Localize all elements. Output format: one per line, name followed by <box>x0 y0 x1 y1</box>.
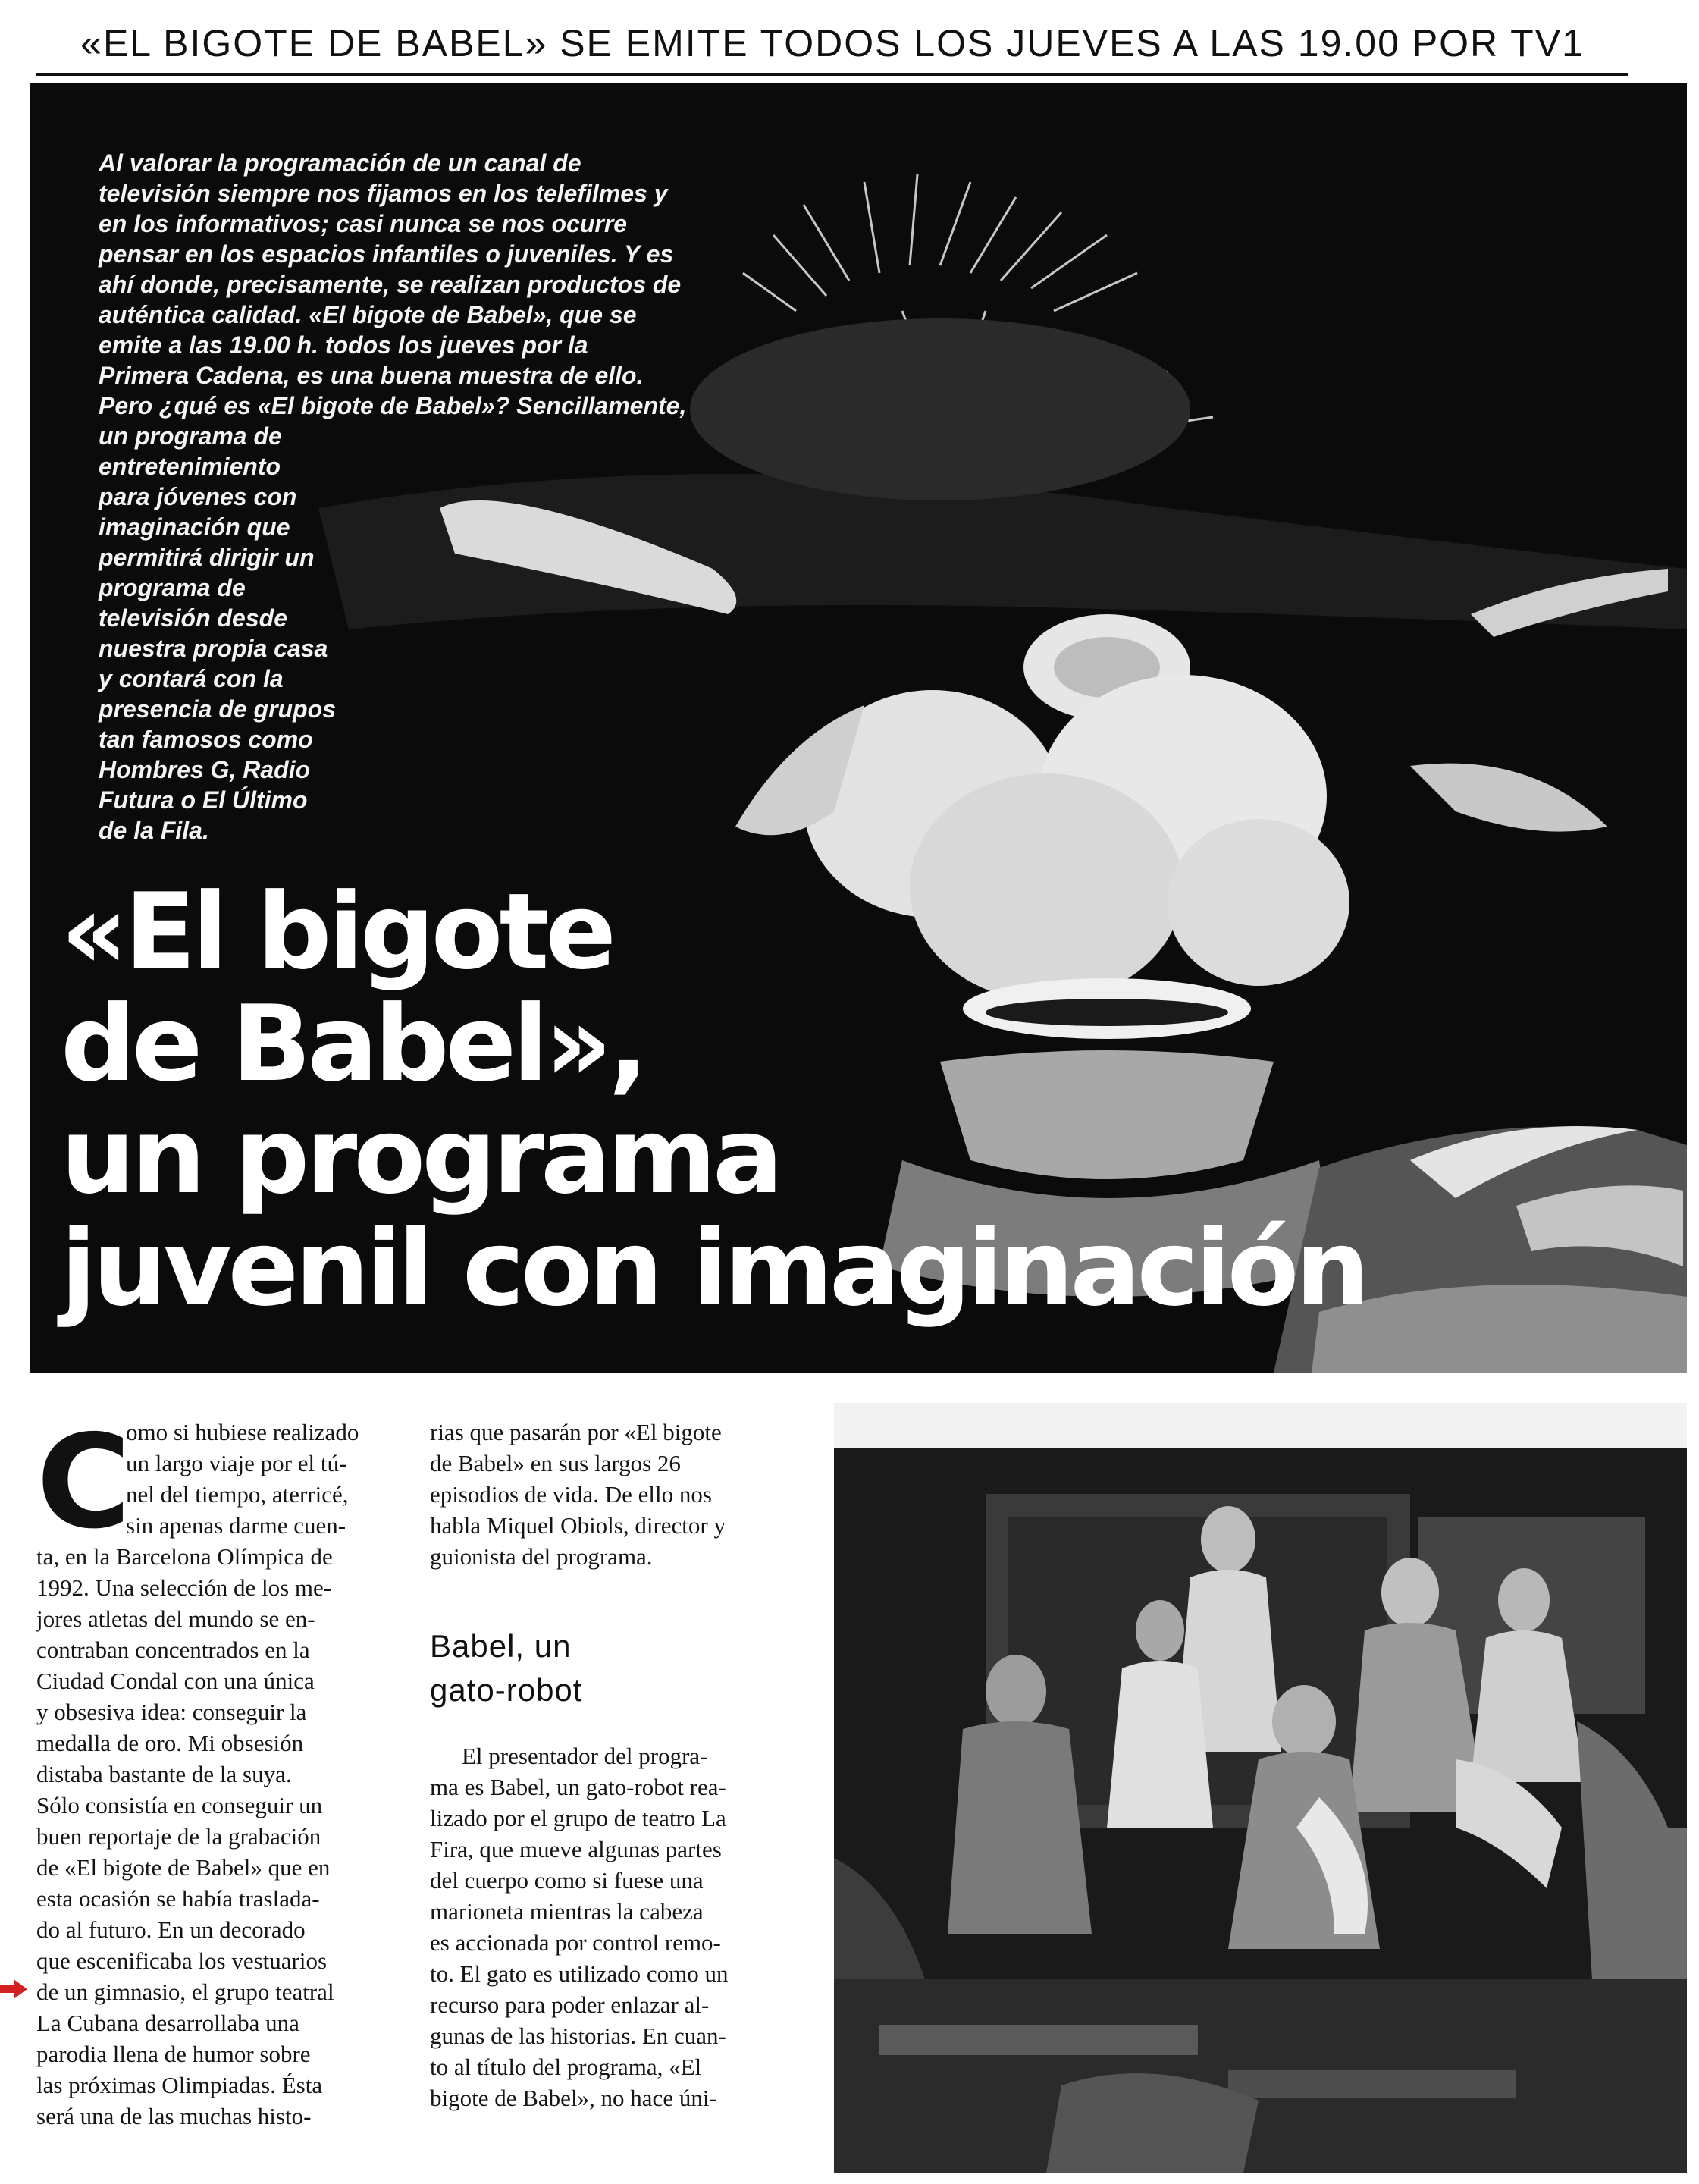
body-line: las próximas Olimpiadas. Ésta <box>36 2072 323 2098</box>
group-photo <box>834 1403 1687 2173</box>
body-line: medalla de oro. Mi obsesión <box>36 1730 304 1756</box>
intro-line: tan famosos como <box>99 726 313 753</box>
body-column-2 <box>430 1417 817 1572</box>
body-line: buen reportaje de la grabación <box>36 1823 321 1850</box>
red-arrow-icon <box>0 1978 27 2000</box>
body-line: marioneta mientras la cabeza <box>430 1898 704 1925</box>
intro-line: programa de <box>99 574 246 601</box>
body-line: del cuerpo como si fuese una <box>430 1867 704 1894</box>
intro-line: pensar en los espacios infantiles o juveniles. Y es <box>99 240 674 268</box>
body-line: distaba bastante de la suya. <box>36 1761 292 1787</box>
body-line: gunas de las historias. En cuan- <box>430 2022 726 2049</box>
body-line: de un gimnasio, el grupo teatral <box>36 1978 334 2005</box>
body-line: y obsesiva idea: conseguir la <box>36 1699 307 1725</box>
intro-line: presencia de grupos <box>99 695 336 723</box>
body-line: guionista del programa. <box>430 1543 653 1570</box>
body-line: nel del tiempo, aterricé, <box>126 1481 349 1508</box>
body-line: que escenificaba los vestuarios <box>36 1947 328 1974</box>
body-line: lizado por el grupo de teatro La <box>430 1805 726 1831</box>
headline-line: un programa <box>61 1095 780 1217</box>
body-line: habla Miquel Obiols, director y <box>430 1512 726 1539</box>
body-line: contraban concentrados en la <box>36 1636 310 1663</box>
body-line: recurso para poder enlazar al- <box>430 1991 710 2018</box>
section-subheading <box>430 1624 809 1712</box>
body-line: omo si hubiese realizado <box>126 1419 359 1445</box>
body-line: Sólo consistía en conseguir un <box>36 1792 323 1818</box>
body-line: La Cubana desarrollaba una <box>36 2010 299 2036</box>
body-line: esta ocasión se había traslada- <box>36 1885 320 1912</box>
drop-cap: C <box>36 1407 131 1558</box>
body-line: ta, en la Barcelona Olímpica de <box>36 1543 333 1570</box>
intro-line: entretenimiento <box>99 453 281 480</box>
body-line: de «El bigote de Babel» que en <box>36 1854 331 1881</box>
body-line: Fira, que mueve algunas partes <box>430 1836 722 1862</box>
body-line: ma es Babel, un gato-robot rea- <box>430 1774 726 1800</box>
body-column-1 <box>36 1407 415 2132</box>
body-line: rias que pasarán por «El bigote <box>430 1419 722 1445</box>
hero-photo <box>30 83 1687 1373</box>
intro-line: televisión desde <box>99 604 287 632</box>
body-line: es accionada por control remo- <box>430 1929 721 1956</box>
intro-line: permitirá dirigir un <box>99 544 315 571</box>
intro-line: Pero ¿qué es «El bigote de Babel»? Sencillamente, <box>99 392 687 419</box>
body-line: Ciudad Condal con una única <box>36 1668 315 1694</box>
headline <box>61 871 1425 1329</box>
body-line: un largo viaje por el tú- <box>126 1450 347 1476</box>
intro-line: y contará con la <box>99 665 284 692</box>
intro-line: televisión siempre nos fijamos en los telefilmes y <box>99 180 668 207</box>
headline-line: de Babel», <box>61 983 644 1105</box>
body-line: El presentador del progra- <box>462 1743 708 1769</box>
body-column-2-continued <box>430 1740 817 2113</box>
body-line: to al título del programa, «El <box>430 2054 702 2080</box>
body-line: do al futuro. En un decorado <box>36 1916 306 1943</box>
running-header: «EL BIGOTE DE BABEL» SE EMITE TODOS LOS JUEVES A LAS 19.00 POR TV1 <box>36 17 1628 76</box>
body-line: sin apenas darme cuen- <box>126 1512 346 1539</box>
intro-line: Futura o El Último <box>99 786 308 814</box>
body-line: jores atletas del mundo se en- <box>36 1605 315 1632</box>
intro-line: Al valorar la programación de un canal de <box>99 149 581 177</box>
body-line: 1992. Una selección de los me- <box>36 1574 332 1601</box>
intro-line: ahí donde, precisamente, se realizan productos de <box>99 271 682 298</box>
body-line: bigote de Babel», no hace úni- <box>430 2085 717 2111</box>
intro-line: Hombres G, Radio <box>99 756 311 783</box>
intro-line: en los informativos; casi nunca se nos ocurre <box>99 210 628 237</box>
subheading-line: Babel, un <box>430 1628 572 1664</box>
body-line: será una de las muchas histo- <box>36 2103 312 2129</box>
intro-line: un programa de <box>99 422 282 450</box>
intro-line: de la Fila. <box>99 817 209 844</box>
headline-line: «El bigote <box>61 871 613 993</box>
body-line: de Babel» en sus largos 26 <box>430 1450 681 1476</box>
intro-line: emite a las 19.00 h. todos los jueves por la <box>99 331 588 359</box>
intro-paragraph <box>99 148 857 846</box>
intro-line: auténtica calidad. «El bigote de Babel», que se <box>99 301 637 328</box>
headline-line: juvenil con imaginación <box>61 1207 1366 1329</box>
body-line: to. El gato es utilizado como un <box>430 1960 729 1987</box>
group-photo-art <box>834 1403 1687 2173</box>
body-line: parodia llena de humor sobre <box>36 2041 311 2067</box>
subheading-line: gato-robot <box>430 1672 583 1708</box>
intro-line: nuestra propia casa <box>99 635 328 662</box>
intro-line: para jóvenes con <box>99 483 297 510</box>
intro-line: Primera Cadena, es una buena muestra de ello. <box>99 362 644 389</box>
intro-line: imaginación que <box>99 513 290 541</box>
body-line: episodios de vida. De ello nos <box>430 1481 712 1508</box>
